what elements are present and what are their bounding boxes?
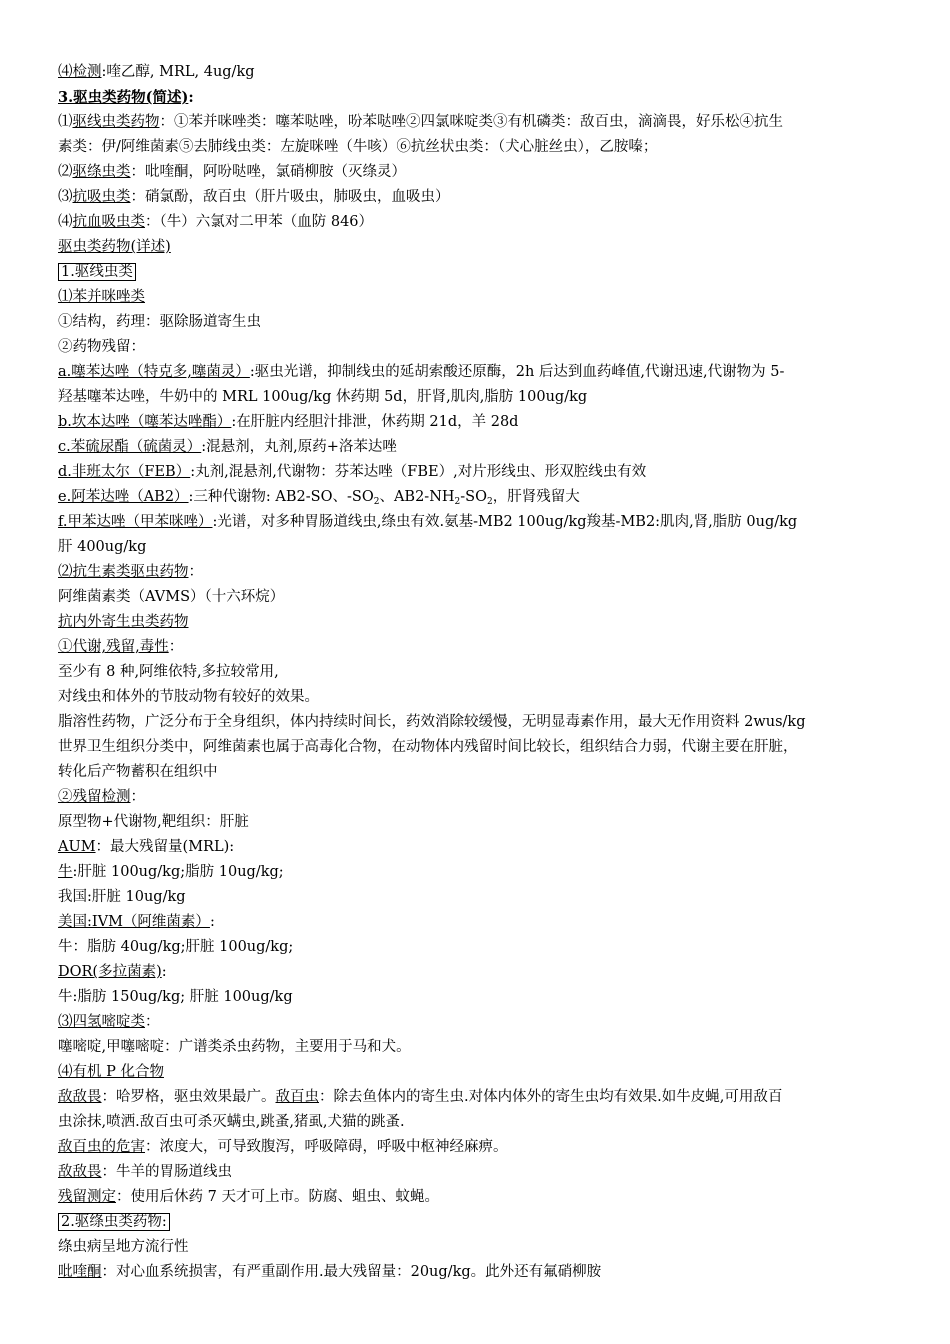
- section-3-title: 3.驱虫类药物(简述): [58, 89, 189, 106]
- text: ①结构，药理：驱除肠道寄生虫: [58, 314, 261, 330]
- line-text-48: [58, 1235, 910, 1260]
- text: ：: [130, 789, 145, 805]
- tetrahydropyrimidine-heading: ⑶四氢嘧啶类: [58, 1014, 145, 1030]
- text: ：哈罗格，驱虫效果最广。: [101, 1089, 276, 1105]
- line-detail-heading: [58, 235, 910, 260]
- line-dichlorvos-2: [58, 1160, 910, 1185]
- term-nematode-drugs: 驱线虫类药物: [72, 114, 160, 130]
- text: 噻嘧啶,甲噻嘧啶：广谱类杀虫药物，主要用于马和犬。: [58, 1039, 411, 1055]
- text: :: [188, 89, 194, 106]
- text: 肝 400ug/kg: [58, 539, 147, 555]
- text: 、AB2-NH: [379, 489, 455, 505]
- drug-d-name: d.非班太尔（FEB）: [58, 464, 191, 480]
- dichlorvos-term: 敌敌畏: [58, 1089, 102, 1105]
- line-antibiotic: [58, 560, 910, 585]
- text: 羟基噻苯达唑，牛奶中的 MRL 100ug/kg 休药期 5d，肝肾,肌肉,脂肪 100ug/kg: [58, 389, 588, 405]
- text: :丸剂,混悬剂,代谢物：芬苯达唑（FBE）,对片形线虫、形双腔线虫有效: [190, 464, 647, 480]
- text: ：①苯并咪唑类：噻苯哒唑，吩苯哒唑②四氯咪啶类③有机磷类：敌百虫，滴滴畏，好乐松④抗生: [159, 114, 783, 130]
- dor-term: DOR(多拉菌素): [58, 964, 162, 980]
- line-text-36: [58, 935, 910, 960]
- trichlorfon-term: 敌百虫: [275, 1089, 319, 1105]
- line-drug-d: [58, 460, 910, 485]
- text: 世界卫生组织分类中，阿维菌素也属于高毒化合物，在动物体内残留时间比较长，组织结合力弱，代谢主要在肝脏，: [58, 739, 798, 755]
- residue-measure-term: 残留测定: [58, 1189, 116, 1205]
- text: 绦虫病呈地方流行性: [58, 1239, 189, 1255]
- parasite-drugs-heading: 抗内外寄生虫类药物: [58, 614, 189, 630]
- line-residue-measure: [58, 1185, 910, 1210]
- text: 转化后产物蓄积在组织中: [58, 764, 218, 780]
- line-drug-a-cont: [58, 385, 910, 410]
- line-praziquantel: [58, 1260, 910, 1285]
- aum-term: AUM: [58, 839, 96, 855]
- line-residue: [58, 335, 910, 360]
- line-schistosome: [58, 210, 910, 235]
- text: 脂溶性药物，广泛分布于全身组织，体内持续时间长，药效消除较缓慢，无明显毒素作用，最大无作用资料 2wus/kg: [58, 714, 806, 730]
- text: ⑶: [58, 189, 73, 205]
- text: ：最大残留量(MRL):: [95, 839, 235, 855]
- line-dor: [58, 960, 910, 985]
- praziquantel-term: 吡喹酮: [58, 1264, 102, 1280]
- drug-c-name: c.苯硫尿酯（硫菌灵）: [58, 439, 202, 455]
- text: -SO: [460, 489, 488, 505]
- text: ：牛羊的胃肠道线虫: [101, 1164, 232, 1180]
- text: 素类：伊/阿维菌素⑤去肺线虫类：左旋咪唑（牛咳）⑥抗丝状虫类：（犬心脏丝虫），乙胺嗪；: [58, 139, 658, 155]
- line-text-26: [58, 685, 910, 710]
- line-avermectin: [58, 585, 910, 610]
- text: 至少有 8 种,阿维依特,多拉较常用,: [58, 664, 279, 680]
- text: ，肝肾残留大: [492, 489, 580, 505]
- line-text-34: [58, 885, 910, 910]
- line-tapeworm: [58, 160, 910, 185]
- antibiotic-heading: ⑵抗生素类驱虫药物: [58, 564, 189, 580]
- line-text-28: [58, 735, 910, 760]
- text: :: [161, 964, 167, 980]
- line-metabolism: [58, 635, 910, 660]
- line-detection: [58, 60, 910, 85]
- line-cattle: [58, 860, 910, 885]
- residue-detection-heading: ②残留检测: [58, 789, 131, 805]
- text: ：浓度大，可导致腹泻，呼吸障碍，呼吸中枢神经麻痹。: [145, 1139, 508, 1155]
- line-text-27: [58, 710, 910, 735]
- text: 阿维菌素类（AVMS）（十六环烷）: [58, 589, 285, 605]
- text: 原型物+代谢物,靶组织：肝脏: [58, 814, 249, 830]
- text: ⑴: [58, 114, 73, 130]
- text: 2: [454, 497, 461, 507]
- text: ：: [145, 1014, 160, 1030]
- line-dichlorvos: [58, 1085, 910, 1110]
- line-drug-e: [58, 485, 910, 510]
- line-drug-f: [58, 510, 910, 535]
- line-aum: [58, 835, 910, 860]
- line-subsection-1: [58, 260, 910, 285]
- text: :喹乙醇, MRL, 4ug/kg: [101, 64, 255, 80]
- text: :光谱，对多种胃肠道线虫,绦虫有效.氨基-MB2 100ug/kg羧基-MB2:肌肉,肾,脂肪 0ug/kg: [212, 514, 798, 530]
- dichlorvos-term-2: 敌敌畏: [58, 1164, 102, 1180]
- text: :驱虫光谱，抑制线虫的延胡索酸还原酶，2h 后达到血药峰值,代谢迅速,代谢物为 5-: [249, 364, 785, 380]
- text: :混悬剂，丸剂,原药+洛苯达唑: [201, 439, 397, 455]
- text: ：硝氯酚，敌百虫（肝片吸虫，肺吸虫，血吸虫）: [130, 189, 450, 205]
- text: ：: [188, 564, 203, 580]
- heading-detection: ⑷检测: [58, 64, 102, 80]
- line-benzimidazole: [58, 285, 910, 310]
- text: :: [209, 914, 215, 930]
- drug-b-name: b.坎本达唑（噻苯达唑酯）: [58, 414, 232, 430]
- line-text-43: [58, 1110, 910, 1135]
- text: 牛：脂肪 40ug/kg;肝脏 100ug/kg;: [58, 939, 294, 955]
- line-usa: [58, 910, 910, 935]
- drug-e-name: e.阿苯达唑（AB2）: [58, 489, 189, 505]
- line-subsection-2: [58, 1210, 910, 1235]
- metabolism-heading: ①代谢,残留,毒性: [58, 639, 169, 655]
- detail-heading: 驱虫类药物(详述): [58, 239, 171, 255]
- line-residue-detection: [58, 785, 910, 810]
- text: ：使用后休药 7 天才可上市。防腐、蛆虫、蚊蝇。: [116, 1189, 439, 1205]
- subsection-2-title: 2.驱绦虫类药物:: [58, 1213, 170, 1231]
- usa-term: 美国:IVM（阿维菌素）: [58, 914, 210, 930]
- text: :三种代谢物: AB2-SO、-SO: [188, 489, 374, 505]
- line-section-3-heading: [58, 85, 910, 110]
- term-fluke: 抗吸虫类: [72, 189, 131, 205]
- text: ⑷: [58, 214, 73, 230]
- line-organophosphorus: [58, 1060, 910, 1085]
- drug-f-name: f.甲苯达唑（甲苯咪唑）: [58, 514, 213, 530]
- line-nematode-drugs: [58, 110, 910, 135]
- text: ：: [168, 639, 184, 655]
- line-nematode-drugs-cont: [58, 135, 910, 160]
- organophosphorus-heading: ⑷有机 P 化合物: [58, 1064, 164, 1080]
- text: 2: [373, 497, 380, 507]
- text: 虫涂抹,喷洒.敌百虫可杀灭螨虫,跳蚤,猪虱,犬猫的跳蚤.: [58, 1114, 405, 1130]
- subsection-1-title: 1.驱线虫类: [58, 263, 136, 281]
- line-drug-f-cont: [58, 535, 910, 560]
- text: 牛:脂肪 150ug/kg; 肝脏 100ug/kg: [58, 989, 293, 1005]
- line-fluke: [58, 185, 910, 210]
- text: ：除去鱼体内的寄生虫.对体内体外的寄生虫均有效果.如牛皮蝇,可用敌百: [319, 1089, 783, 1105]
- text: 2: [487, 497, 493, 507]
- text: ②药物残留：: [58, 339, 145, 355]
- benzimidazole-heading: ⑴苯并咪唑类: [58, 289, 145, 305]
- text: :肝脏 100ug/kg;脂肪 10ug/kg;: [72, 864, 284, 880]
- line-hazard: [58, 1135, 910, 1160]
- line-text-38: [58, 985, 910, 1010]
- line-parasite-drugs: [58, 610, 910, 635]
- line-structure: [58, 310, 910, 335]
- drug-a-name: a.噻苯达唑（特克多,噻菌灵）: [58, 364, 250, 380]
- line-text-29: [58, 760, 910, 785]
- hazard-term: 敌百虫的危害: [58, 1139, 145, 1155]
- line-text-40: [58, 1035, 910, 1060]
- line-text-31: [58, 810, 910, 835]
- line-drug-b: [58, 410, 910, 435]
- term-schistosome: 抗血吸虫类: [72, 214, 145, 230]
- text: 我国:肝脏 10ug/kg: [58, 889, 186, 905]
- cattle-term: 牛: [58, 864, 73, 880]
- line-drug-c: [58, 435, 910, 460]
- term-tapeworm: 驱绦虫类: [72, 164, 131, 180]
- text: ：对心血系统损害，有严重副作用.最大残留量：20ug/kg。此外还有氟硝柳胺: [101, 1264, 602, 1280]
- text: ：（牛）六氯对二甲苯（血防 846）: [145, 214, 374, 230]
- line-tetrahydropyrimidine: [58, 1010, 910, 1035]
- text: ：吡喹酮，阿吩哒唑，氯硝柳胺（灭绦灵）: [130, 164, 406, 180]
- text: ⑵: [58, 164, 73, 180]
- text: :在肝脏内经胆汁排泄，休药期 21d，羊 28d: [231, 414, 519, 430]
- text: 对线虫和体外的节肢动物有较好的效果。: [58, 689, 319, 705]
- line-drug-a: [58, 360, 910, 385]
- line-text-25: [58, 660, 910, 685]
